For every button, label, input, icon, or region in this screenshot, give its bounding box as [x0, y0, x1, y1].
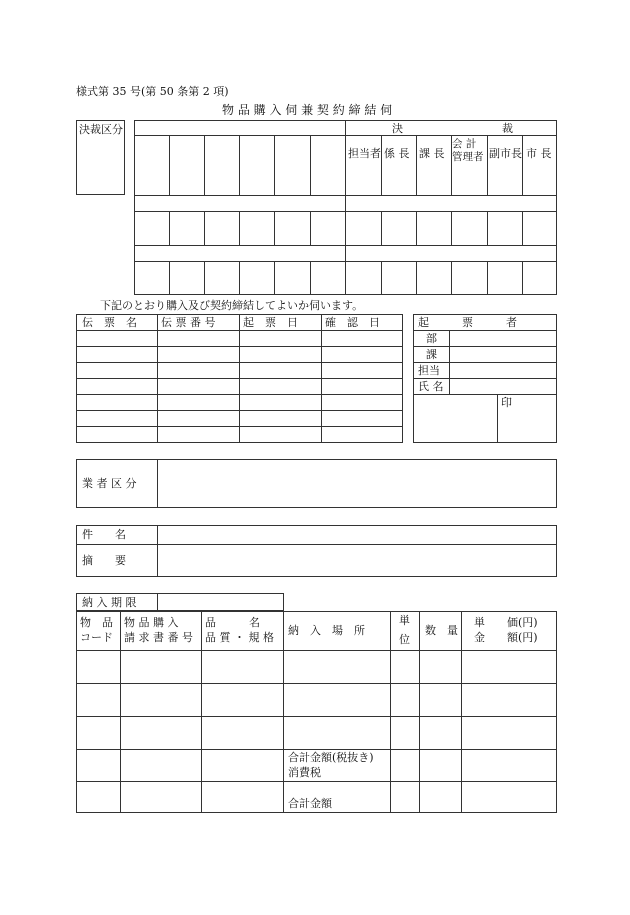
items-header-place: 納 入 場 所: [288, 624, 365, 637]
items-header-unit-2: 位: [399, 633, 410, 646]
items-header-name-2: 品 質 ・ 規 格: [205, 631, 274, 644]
items-header-code-2: コード: [80, 631, 113, 644]
drafter-header: 起 票 者: [418, 316, 517, 329]
subject-label: 件 名: [82, 528, 126, 541]
drafter-seal: 印: [501, 396, 512, 409]
items-header-name-1: 品 名: [205, 616, 260, 629]
role-kaikei: 会 計: [452, 138, 477, 150]
delivery-label: 納 入 期 限: [82, 596, 137, 609]
items-header-request-1: 物 品 購 入: [124, 616, 179, 629]
kessai-label-right: 裁: [502, 122, 513, 135]
drafter-tanto: 担当: [418, 364, 440, 377]
items-header-code-1: 物 品: [80, 616, 113, 629]
role-fukushicho: 副市長: [489, 147, 522, 160]
drafter-bu: 部: [426, 332, 437, 345]
request-text: 下記のとおり購入及び契約締結してよいか伺います。: [100, 299, 364, 312]
summary-label: 摘 要: [82, 554, 126, 567]
items-header-price-2: 金 額(円): [474, 631, 538, 644]
items-header-request-2: 請 求 書 番 号: [124, 631, 193, 644]
drafter-ka: 課: [426, 348, 437, 361]
role-shicho: 市 長: [526, 147, 552, 160]
items-header-qty: 数 量: [425, 624, 458, 637]
items-tax-label: 消費税: [288, 766, 321, 779]
items-total-label: 合計金額: [288, 797, 332, 810]
slip-header-name: 伝 票 名: [82, 316, 137, 329]
page-title: 物 品 購 入 伺 兼 契 約 締 結 伺: [222, 103, 393, 117]
items-header-unit-1: 単: [399, 614, 410, 627]
role-tantousha: 担当者: [348, 147, 381, 160]
approval-category-label: 決裁区分: [79, 123, 123, 136]
items-header-price-1: 単 価(円): [474, 616, 538, 629]
kessai-label-left: 決: [392, 122, 403, 135]
drafter-shimei: 氏 名: [418, 380, 444, 393]
slip-header-number: 伝 票 番 号: [161, 316, 216, 329]
slip-header-confirm: 確 認 日: [325, 316, 380, 329]
role-kanrisha: 管理者: [452, 151, 484, 163]
form-number: 様式第 35 号(第 50 条第 2 項): [76, 85, 229, 98]
role-kacho: 課 長: [419, 147, 445, 160]
items-subtotal-label: 合計金額(税抜き): [288, 751, 374, 764]
slip-header-date: 起 票 日: [243, 316, 298, 329]
vendor-label: 業 者 区 分: [82, 477, 137, 490]
role-kakaricho: 係 長: [384, 147, 410, 160]
